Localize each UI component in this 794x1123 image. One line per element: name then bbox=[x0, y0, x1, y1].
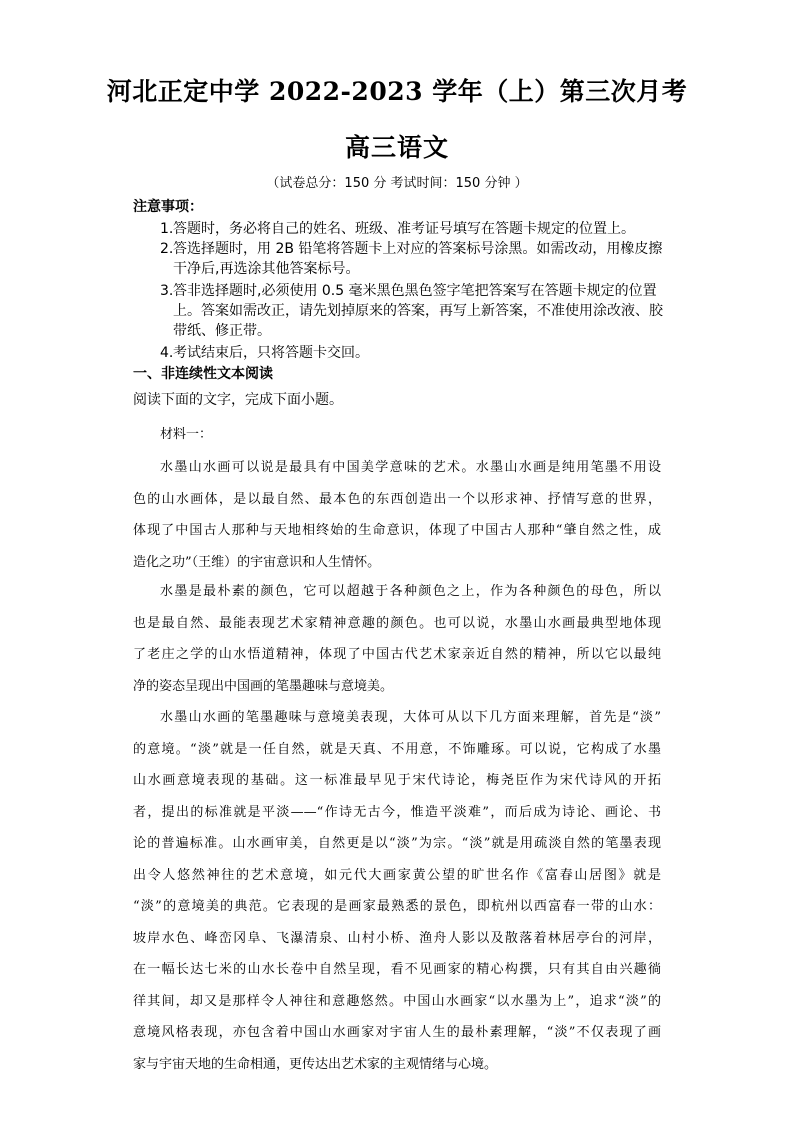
material-label: 材料一： bbox=[160, 427, 213, 442]
section-title: 一、非连续性文本阅读 bbox=[133, 366, 273, 382]
passage-line: 水墨山水画可以说是最具有中国美学意味的艺术。水墨山水画是纯用笔墨不用设 bbox=[160, 460, 661, 475]
passage-line: 也是最自然、最能表现艺术家精神意趣的颜色。也可以说，水墨山水画最典型地体现 bbox=[133, 615, 661, 631]
note-item bbox=[160, 343, 670, 363]
passage-line: 的意境。“淡”就是一任自然，就是天真、不用意，不饰雕琢。可以说，它构成了水墨 bbox=[133, 741, 661, 757]
passage-line: 者，提出的标准就是平淡——“作诗无古今，惟造平淡难”，而后成为诗论、画论、书 bbox=[133, 804, 661, 820]
reading-instruction: 阅读下面的文字，完成下面小题。 bbox=[133, 392, 343, 408]
exam-title: 河北正定中学 2022-2023 学年（上）第三次月考 bbox=[106, 77, 688, 106]
passage-line: 体现了中国古人那种与天地相终始的生命意识，体现了中国古人那种“肇自然之性，成 bbox=[133, 523, 661, 538]
passage-line: 出令人悠然神往的艺术意境，如元代大画家黄公望的旷世名作《富春山居图》就是 bbox=[133, 867, 661, 883]
note-number: 2. bbox=[160, 241, 174, 257]
passage-line: 了老庄之学的山水悟道精神，体现了中国古代艺术家亲近自然的精神，所以它以最纯 bbox=[133, 647, 661, 662]
passage-line: 水墨山水画的笔墨趣味与意境美表现，大体可从以下几方面来理解，首先是“淡” bbox=[160, 710, 661, 725]
exam-info: （试卷总分：150 分 考试时间：150 分钟 ） bbox=[266, 176, 528, 191]
passage-line: “淡”的意境美的典范。它表现的是画家最熟悉的景色，即杭州以西富春一带的山水： bbox=[133, 899, 661, 914]
note-item bbox=[160, 281, 670, 341]
passage-line: 论的普遍标准。山水画审美，自然更是以“淡”为宗。“淡”就是用疏淡自然的笔墨表现 bbox=[133, 836, 661, 851]
note-text-line: 干净后,再选涂其他答案标号。 bbox=[173, 261, 360, 277]
passage-line: 净的姿态呈现出中国画的笔墨趣味与意境美。 bbox=[133, 678, 394, 694]
note-item bbox=[160, 239, 670, 279]
passage-line: 意境风格表现，亦包含着中国山水画家对宇宙人生的最朴素理解，“淡”不仅表现了画 bbox=[133, 1025, 661, 1040]
note-number: 3. bbox=[160, 283, 174, 299]
exam-subject: 高三语文 bbox=[344, 133, 449, 162]
passage-line: 坡岸水色、峰峦冈阜、飞瀑清泉、山村小桥、渔舟人影以及散落着林居亭台的河岸， bbox=[133, 930, 661, 946]
note-text-line: 考试结束后，只将答题卡交回。 bbox=[173, 345, 369, 361]
passage-line: 造化之功”（王维）的宇宙意识和人生情怀。 bbox=[133, 554, 381, 570]
passage-line: 水墨是最朴素的颜色，它可以超越于各种颜色之上，作为各种颜色的母色，所以 bbox=[160, 584, 661, 599]
note-number: 1. bbox=[160, 221, 174, 237]
note-text-line: 上。答案如需改正，请先划掉原来的答案，再写上新答案，不准使用涂改液、胶 bbox=[173, 303, 663, 319]
passage-line: 山水画意境表现的基础。这一标准最早见于宋代诗论，梅尧臣作为宋代诗风的开拓 bbox=[133, 773, 661, 788]
note-text-line: 答非选择题时,必须使用 0.5 毫米黑色黑色签字笔把答案写在答题卡规定的位置 bbox=[173, 283, 657, 299]
note-number: 4. bbox=[160, 345, 174, 361]
passage-line: 家与宇宙天地的生命相通，更传达出艺术家的主观情绪与心境。 bbox=[133, 1056, 498, 1072]
passage-line: 色的山水画体，是以最自然、最本色的东西创造出一个以形求神、抒情写意的世界， bbox=[133, 491, 661, 507]
passage-line: 徉其间，却又是那样令人神往和意趣悠然。中国山水画家“以水墨为上”，追求“淡”的 bbox=[133, 993, 661, 1009]
passage-line: 在一幅长达七米的山水长卷中自然呈现，看不见画家的精心构撰，只有其自由兴趣徜 bbox=[133, 962, 661, 977]
note-text-line: 答题时，务必将自己的姓名、班级、准考证号填写在答题卡规定的位置上。 bbox=[173, 221, 635, 237]
notes-heading: 注意事项： bbox=[133, 199, 203, 215]
note-text-line: 答选择题时，用 2B 铅笔将答题卡上对应的答案标号涂黑。如需改动，用橡皮擦 bbox=[173, 241, 663, 257]
note-text-line: 带纸、修正带。 bbox=[173, 323, 271, 339]
note-item bbox=[160, 219, 670, 239]
